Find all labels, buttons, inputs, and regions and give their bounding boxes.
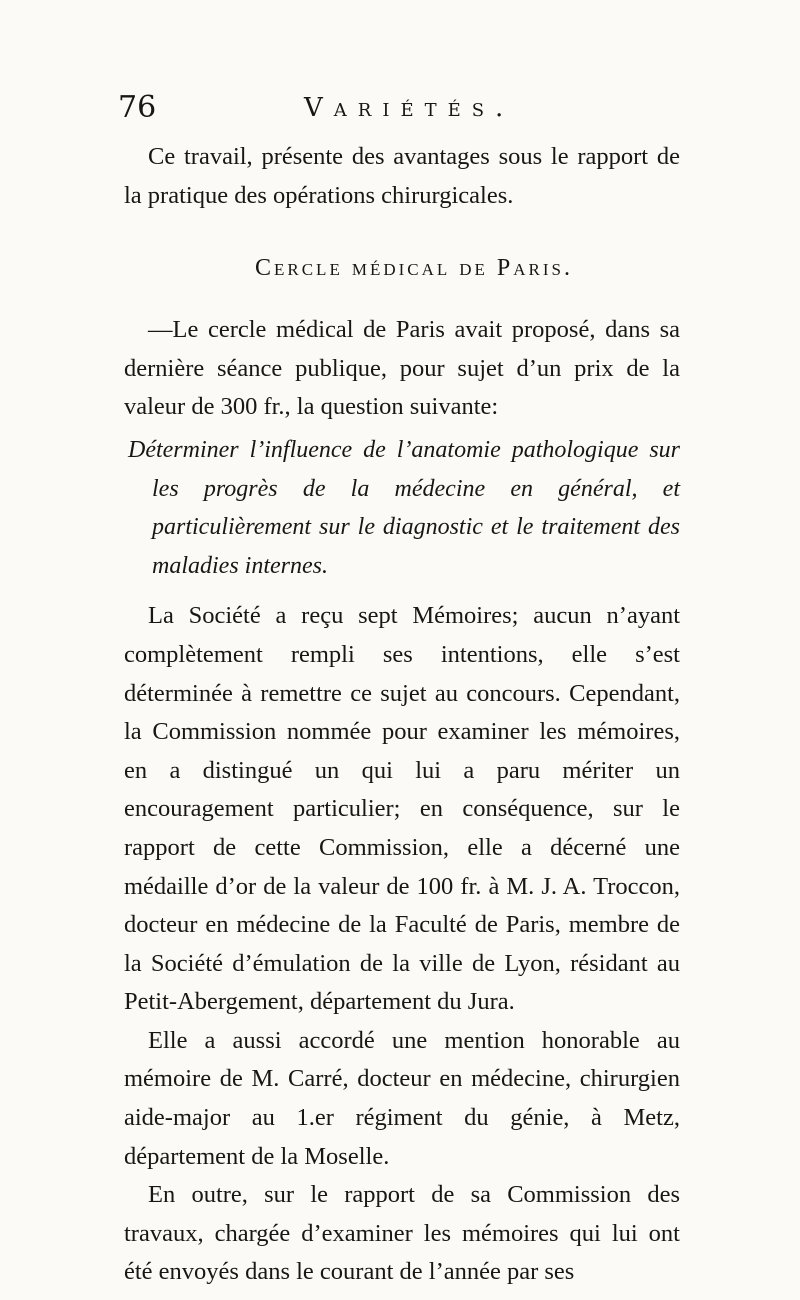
paragraph-travail: Ce travail, présente des avantages sous le rapport de la pratique des opérations chirurgicales.: [124, 143, 680, 209]
paragraph-cercle-medical: —Le cercle médical de Paris avait proposé, dans sa dernière séance publique, pour sujet d’un prix de la valeur de 300 fr., la question suivante:: [124, 316, 680, 421]
running-head: [118, 88, 678, 128]
prize-question: Déterminer l’influence de l’anatomie pathologique sur les progrès de la médecine en général, et particulièrement sur le diagnostic et le traitement des maladies internes.: [128, 436, 680, 579]
page-text: [124, 138, 680, 1292]
section-heading: Cercle médical de Paris.: [254, 255, 574, 282]
running-title: Variétés.: [304, 93, 515, 123]
paragraph-en-outre: En outre, sur le rapport de sa Commission des travaux, chargée d’examiner les mémoires qui lui ont été envoyés dans le courant de l’année par ses: [124, 1181, 680, 1286]
paragraph-societe: La Société a reçu sept Mémoires; aucun n’ayant complètement rempli ses intentions, elle s’est déterminée à remettre ce sujet au concours. Cependant, la Commission nommée pour examiner les mémoires, en a distingué un qui lui a paru mériter un encouragement particulier; en conséquence, sur le rapport de cette Commission, elle a décerné une médaille d’or de la valeur de 100 fr. à M. J. A. Troccon, docteur en médecine de la Faculté de Paris, membre de la Société d’émulation de la ville de Lyon, résidant au Petit-Abergement, département du Jura.: [124, 602, 680, 1016]
page-number: 76: [118, 90, 157, 125]
paragraph-mention-honorable: Elle a aussi accordé une mention honorable au mémoire de M. Carré, docteur en médecine, chirurgien aide-major au 1.er régiment du génie, à Metz, département de la Moselle.: [124, 1026, 680, 1170]
